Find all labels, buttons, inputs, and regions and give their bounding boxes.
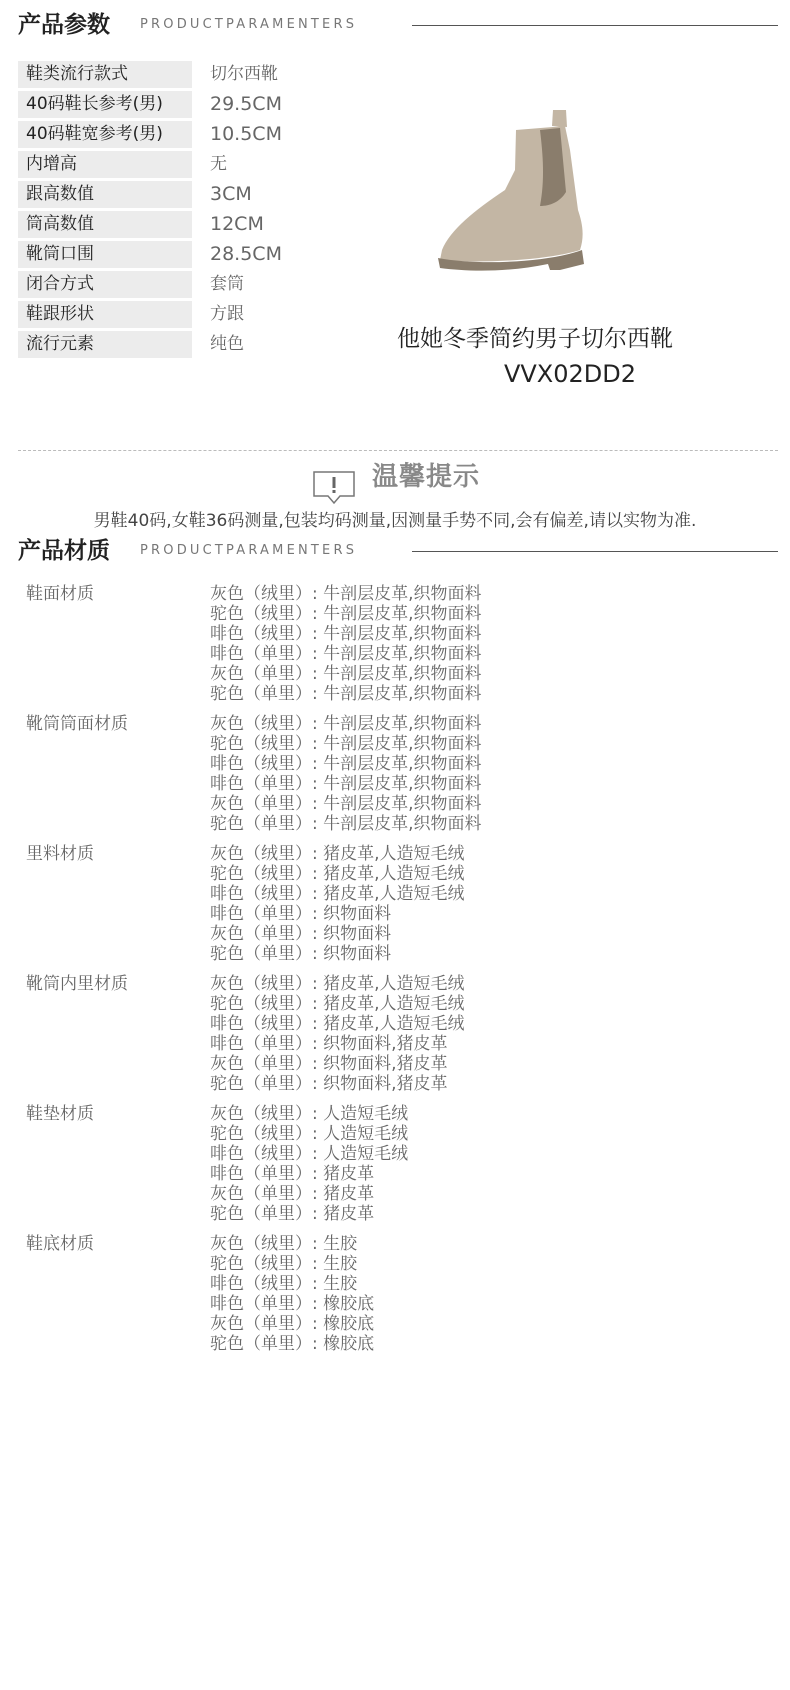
param-label: 筒高数值 [18,211,192,238]
param-value: 28.5CM [210,243,282,265]
material-line: 驼色（单里）: 织物面料 [210,944,392,964]
param-row [18,90,378,120]
material-line: 灰色（绒里）: 猪皮革,人造短毛绒 [210,974,465,994]
material-line: 驼色（单里）: 猪皮革 [210,1204,375,1224]
material-group [26,1234,766,1354]
material-line: 灰色（单里）: 牛剖层皮革,织物面料 [210,794,482,814]
material-group [26,1104,766,1224]
material-line: 灰色（绒里）: 人造短毛绒 [210,1104,409,1124]
param-label: 鞋跟形状 [18,301,192,328]
material-line: 驼色（绒里）: 猪皮革,人造短毛绒 [210,994,465,1014]
param-row [18,210,378,240]
material-line: 啡色（单里）: 织物面料 [210,904,392,924]
material-line: 啡色（单里）: 牛剖层皮革,织物面料 [210,774,482,794]
material-line: 啡色（绒里）: 生胶 [210,1274,358,1294]
param-value: 无 [210,154,227,174]
param-label: 流行元素 [18,331,192,358]
product-model: VVX02DD2 [503,360,637,388]
material-line: 灰色（单里）: 牛剖层皮革,织物面料 [210,664,482,684]
param-value: 套筒 [210,274,244,294]
material-line: 灰色（单里）: 织物面料,猪皮革 [210,1054,448,1074]
param-label: 鞋类流行款式 [18,61,192,88]
product-name: 他她冬季简约男子切尔西靴 [397,326,673,352]
material-group [26,844,766,964]
material-line: 灰色（绒里）: 生胶 [210,1234,358,1254]
param-value: 切尔西靴 [210,64,278,84]
params-section-header [18,8,778,42]
material-line: 驼色（绒里）: 人造短毛绒 [210,1124,409,1144]
material-group [26,974,766,1094]
material-lines [210,1234,766,1354]
material-line: 驼色（绒里）: 牛剖层皮革,织物面料 [210,604,482,624]
material-label: 靴筒内里材质 [26,974,128,994]
material-line: 驼色（单里）: 织物面料,猪皮革 [210,1074,448,1094]
material-line: 灰色（单里）: 橡胶底 [210,1314,375,1334]
material-line: 驼色（单里）: 牛剖层皮革,织物面料 [210,814,482,834]
exclamation-bubble-icon [312,470,356,506]
chelsea-boot-image [400,110,620,290]
param-row [18,120,378,150]
materials-section-title: 产品材质 [18,538,110,564]
material-line: 灰色（绒里）: 牛剖层皮革,织物面料 [210,714,482,734]
param-row [18,300,378,330]
param-row [18,240,378,270]
param-label: 40码鞋长参考(男) [18,91,192,118]
material-line: 啡色（绒里）: 人造短毛绒 [210,1144,409,1164]
materials-section-rule [412,551,778,552]
param-row [18,330,378,360]
param-row [18,60,378,90]
materials-section-header [18,534,778,568]
materials-list [26,584,766,1364]
material-line: 啡色（绒里）: 猪皮革,人造短毛绒 [210,1014,465,1034]
param-value: 方跟 [210,304,244,324]
param-label: 内增高 [18,151,192,178]
param-label: 40码鞋宽参考(男) [18,121,192,148]
params-section-rule [412,25,778,26]
param-label: 靴筒口围 [18,241,192,268]
params-table [18,60,378,360]
tip-title: 温馨提示 [372,462,481,492]
material-line: 驼色（单里）: 橡胶底 [210,1334,375,1354]
param-row [18,150,378,180]
params-section-subtitle: PRODUCTPARAMENTERS [140,17,358,32]
boot-pull-tab [552,110,567,127]
dashed-divider [18,450,778,451]
param-value: 29.5CM [210,93,282,115]
material-line: 驼色（绒里）: 猪皮革,人造短毛绒 [210,864,465,884]
material-line: 啡色（单里）: 橡胶底 [210,1294,375,1314]
material-line: 驼色（绒里）: 生胶 [210,1254,358,1274]
material-line: 啡色（单里）: 织物面料,猪皮革 [210,1034,448,1054]
material-lines [210,844,766,964]
material-label: 鞋垫材质 [26,1104,94,1124]
material-line: 灰色（绒里）: 牛剖层皮革,织物面料 [210,584,482,604]
material-lines [210,584,766,704]
param-label: 跟高数值 [18,181,192,208]
material-line: 灰色（单里）: 猪皮革 [210,1184,375,1204]
material-line: 啡色（单里）: 猪皮革 [210,1164,375,1184]
material-label: 靴筒筒面材质 [26,714,128,734]
param-value: 10.5CM [210,123,282,145]
param-row [18,270,378,300]
param-value: 纯色 [210,334,244,354]
param-value: 12CM [210,213,264,235]
material-group [26,714,766,834]
material-label: 鞋底材质 [26,1234,94,1254]
material-line: 灰色（单里）: 织物面料 [210,924,392,944]
material-line: 啡色（绒里）: 猪皮革,人造短毛绒 [210,884,465,904]
material-line: 驼色（单里）: 牛剖层皮革,织物面料 [210,684,482,704]
tip-text: 男鞋40码,女鞋36码测量,包装均码测量,因测量手势不同,会有偏差,请以实物为准. [93,511,697,531]
material-lines [210,714,766,834]
param-row [18,180,378,210]
material-group [26,584,766,704]
material-line: 啡色（绒里）: 牛剖层皮革,织物面料 [210,624,482,644]
material-label: 鞋面材质 [26,584,94,604]
material-lines [210,974,766,1094]
materials-section-subtitle: PRODUCTPARAMENTERS [140,543,358,558]
params-section-title: 产品参数 [18,12,110,38]
param-label: 闭合方式 [18,271,192,298]
material-line: 啡色（单里）: 牛剖层皮革,织物面料 [210,644,482,664]
material-line: 驼色（绒里）: 牛剖层皮革,织物面料 [210,734,482,754]
material-line: 啡色（绒里）: 牛剖层皮革,织物面料 [210,754,482,774]
material-line: 灰色（绒里）: 猪皮革,人造短毛绒 [210,844,465,864]
material-label: 里料材质 [26,844,94,864]
param-value: 3CM [210,183,252,205]
material-lines [210,1104,766,1224]
